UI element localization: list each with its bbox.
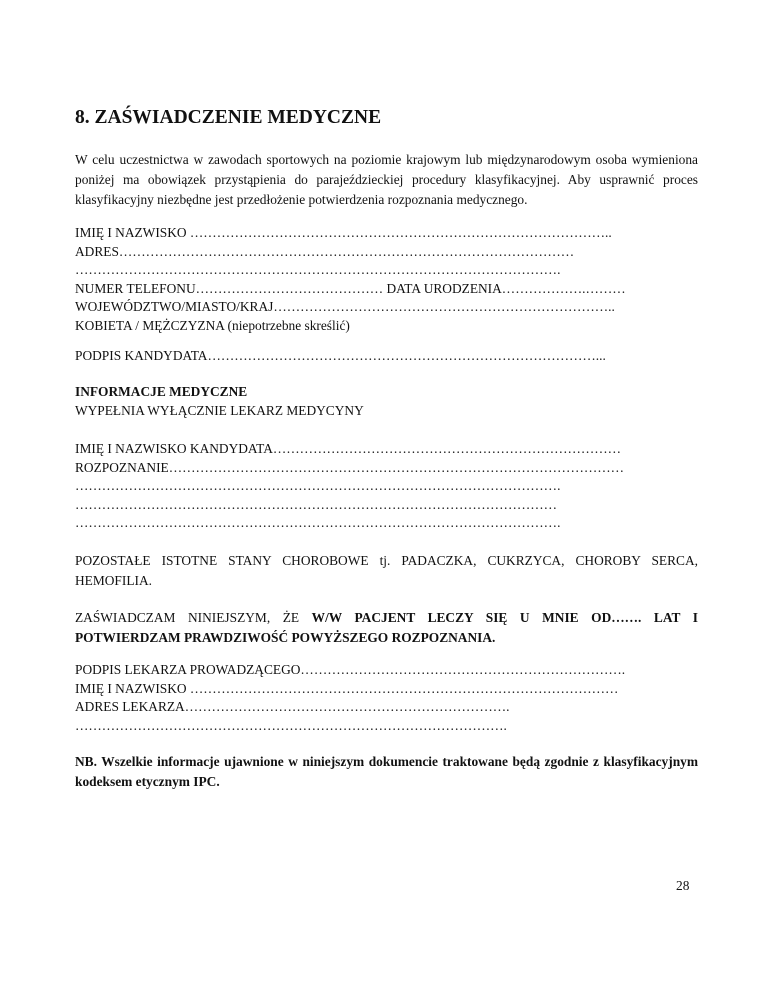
certification-prefix: ZAŚWIADCZAM NINIEJSZYM, ŻE xyxy=(75,610,312,625)
certification-paragraph xyxy=(75,608,698,648)
page-number: 28 xyxy=(676,878,690,893)
medical-heading-section xyxy=(75,383,698,420)
candidate-name-field[interactable]: IMIĘ I NAZWISKO ………………………………………………………………………………….. xyxy=(75,225,612,240)
doctor-name-field[interactable]: IMIĘ I NAZWISKO …………………………………………………………………………………… xyxy=(75,680,619,696)
certification-statement: W/W PACJENT LECZY SIĘ U MNIE OD……. LAT I POTWIERDZAM PRAWDZIWOŚĆ POWYŻSZEGO ROZPOZNANIA. xyxy=(75,610,699,645)
doctor-signature-field[interactable]: PODPIS LEKARZA PROWADZĄCEGO………………………………………………………………. xyxy=(75,662,626,677)
candidate-signature-field[interactable]: PODPIS KANDYDATA……………………………………………………………………………... xyxy=(75,348,606,363)
candidate-gender-field[interactable]: KOBIETA / MĘŻCZYZNA (niepotrzebne skreślić) xyxy=(75,317,350,333)
medical-fields-section xyxy=(75,440,698,533)
candidate-region-field[interactable]: WOJEWÓDZTWO/MIASTO/KRAJ………………………………………………………………….. xyxy=(75,299,615,314)
medical-heading: INFORMACJE MEDYCZNE xyxy=(75,384,248,399)
candidate-address-field-2[interactable]: ………………………………………………………………………………………………. xyxy=(75,262,561,277)
medical-subheading: WYPEŁNIA WYŁĄCZNIE LEKARZ MEDYCYNY xyxy=(75,402,364,418)
page-title: 8. ZAŚWIADCZENIE MEDYCZNE xyxy=(75,107,382,128)
diagnosis-blank-line-1[interactable]: ………………………………………………………………………………………………. xyxy=(75,478,561,493)
diagnosis-field[interactable]: ROZPOZNANIE………………………………………………………………………………………… xyxy=(75,459,625,475)
doctor-address-field-2[interactable]: ……………………………………………………………………………………. xyxy=(75,717,507,733)
candidate-signature-section xyxy=(75,347,698,366)
doctor-section xyxy=(75,661,698,735)
diagnosis-blank-line-3[interactable]: ………………………………………………………………………………………………. xyxy=(75,515,561,530)
candidate-section xyxy=(75,224,698,335)
diagnosis-blank-line-2[interactable]: ……………………………………………………………………………………………… xyxy=(75,496,558,512)
medical-candidate-name-field[interactable]: IMIĘ I NAZWISKO KANDYDATA…………………………………………………………………… xyxy=(75,441,622,456)
doctor-address-field[interactable]: ADRES LEKARZA………………………………………………………………. xyxy=(75,699,510,714)
intro-paragraph: W celu uczestnictwa w zawodach sportowych na poziomie krajowym lub międzynarodowym osoba wymieniona poniżej ma obowiązek przystąpienia do parajeździeckiej procedury klasyfikacyjnej. Aby usprawnić proces klasyfikacyjny niezbędne jest przedłożenie potwierdzenia rozpoznania medycznego. xyxy=(75,152,698,207)
candidate-phone-dob-field[interactable]: NUMER TELEFONU…………………………………… DATA URODZENIA……………….……… xyxy=(75,280,626,296)
other-conditions-paragraph: POZOSTAŁE ISTOTNE STANY CHOROBOWE tj. PADACZKA, CUKRZYCA, CHOROBY SERCA, HEMOFILIA. xyxy=(75,553,698,588)
candidate-address-field[interactable]: ADRES………………………………………………………………………………………… xyxy=(75,243,575,259)
note-paragraph: NB. Wszelkie informacje ujawnione w niniejszym dokumencie traktowane będą zgodnie z klasyfikacyjnym kodeksem etycznym IPC. xyxy=(75,754,698,789)
